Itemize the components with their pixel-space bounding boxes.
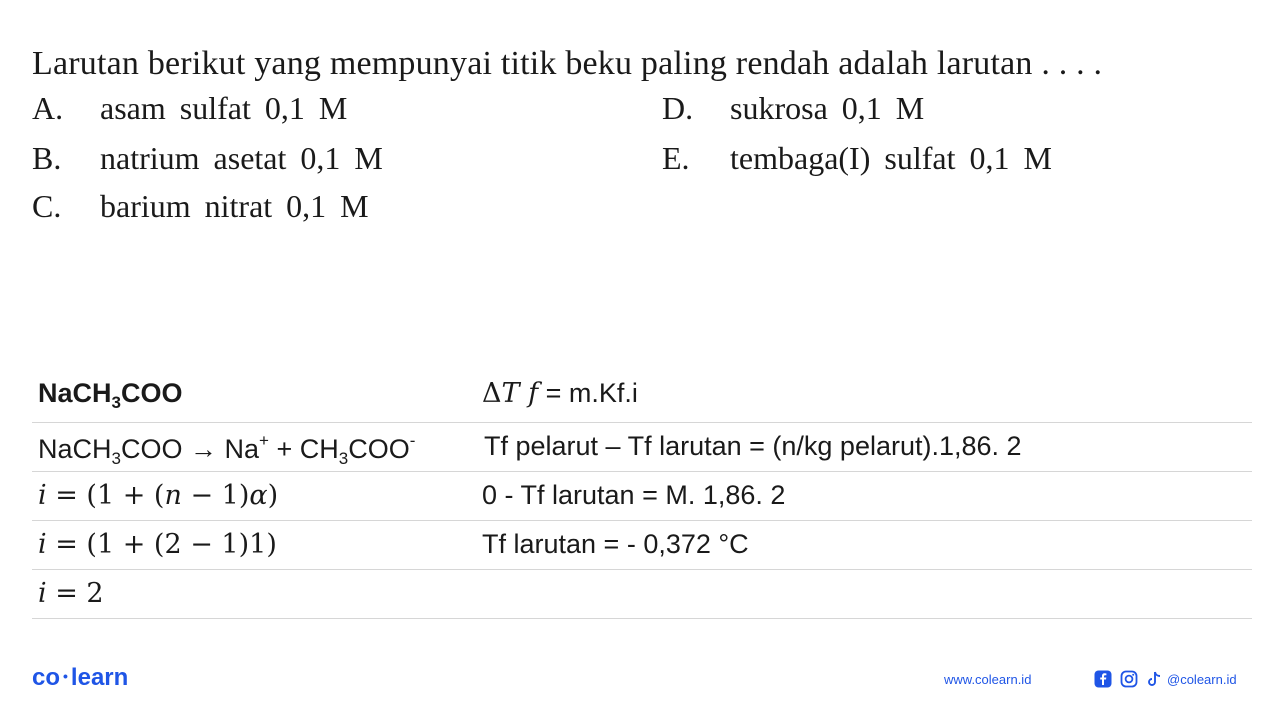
facebook-icon[interactable]: [1094, 670, 1112, 688]
table-row: [32, 570, 1252, 619]
social-handle[interactable]: @colearn.id: [1167, 672, 1237, 687]
question-text: Larutan berikut yang mempunyai titik beku paling rendah adalah larutan . . . .: [32, 45, 1103, 82]
ionization-equation: NaCH$_3$COO → $Na^+ + CH_3COO^-$: [38, 431, 416, 468]
delta-tf-formula: ΔT f = m.Kf.i: [482, 378, 638, 409]
table-row: [32, 472, 1252, 521]
tiktok-icon[interactable]: [1145, 670, 1163, 688]
option-text: asam sulfat 0,1 M: [100, 90, 348, 126]
vant-hoff-result: i = 2: [38, 578, 104, 609]
option-a: [32, 90, 347, 127]
question-block: [32, 38, 1262, 90]
option-letter: A.: [32, 90, 64, 126]
option-b: [32, 140, 383, 177]
option-text: tembaga(I) sulfat 0,1 M: [730, 140, 1052, 176]
compound-name: NaCH$_3$COO: [38, 378, 183, 412]
option-letter: C.: [32, 188, 62, 224]
table-row: [32, 370, 1252, 423]
tf-substitution: 0 - Tf larutan = M. 1,86. 2: [482, 480, 786, 510]
tf-equation: Tf pelarut – Tf larutan = (n/kg pelarut).1,86. 2: [484, 431, 1022, 461]
option-d: [662, 90, 924, 127]
tf-result: Tf larutan = - 0,372 °C: [482, 529, 749, 559]
footer: [0, 660, 1280, 700]
vant-hoff-substitution: i = (1 + (2 − 1)1): [38, 529, 277, 560]
option-text: natrium asetat 0,1 M: [100, 140, 383, 176]
table-row: [32, 423, 1252, 472]
option-text: sukrosa 0,1 M: [730, 90, 925, 126]
solution-table: [32, 370, 1252, 619]
option-letter: E.: [662, 140, 690, 176]
option-c: [32, 188, 369, 225]
website-link[interactable]: www.colearn.id: [944, 672, 1032, 687]
table-row: [32, 521, 1252, 570]
option-letter: D.: [662, 90, 694, 126]
vant-hoff-formula: i = (1 + (n − 1)α): [38, 480, 279, 511]
arrow-icon: →: [190, 434, 217, 464]
instagram-icon[interactable]: [1120, 670, 1138, 688]
colearn-logo: co • learn: [32, 664, 129, 691]
option-e: [662, 140, 1052, 177]
option-letter: B.: [32, 140, 62, 176]
option-text: barium nitrat 0,1 M: [100, 188, 369, 224]
